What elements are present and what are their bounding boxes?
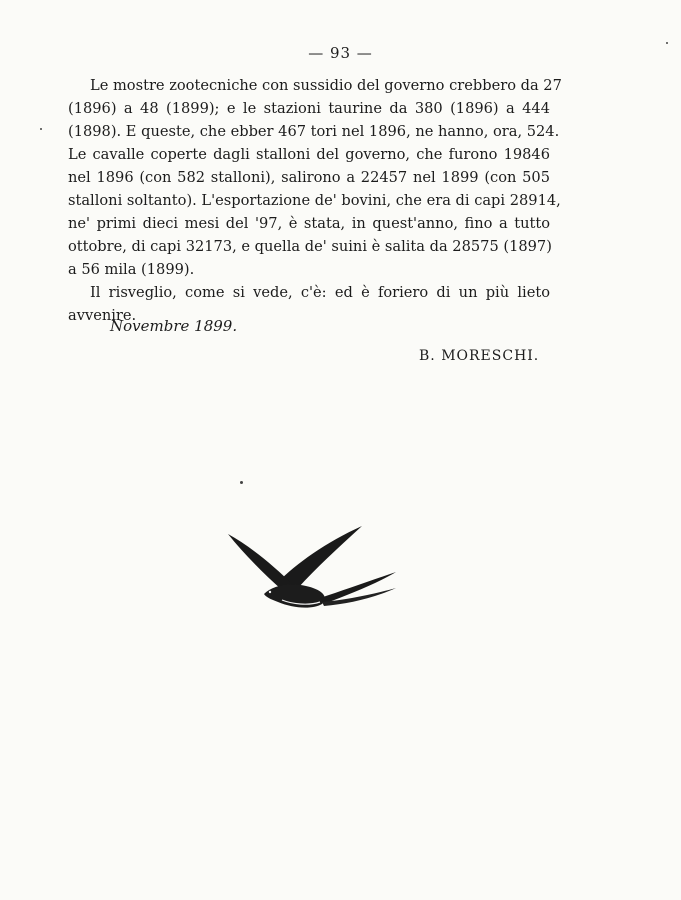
swallow-ornament (226, 524, 398, 616)
text-line: Il risveglio, come si vede, c'è: ed è foriero di un più lieto (90, 284, 550, 301)
text-line: Le mostre zootecniche con sussidio del governo crebbero da 27 (90, 77, 562, 94)
print-speck (666, 42, 668, 44)
print-speck (240, 481, 243, 484)
text-line: ne' primi dieci mesi del '97, è stata, in quest'anno, fino a tutto (68, 215, 550, 232)
date-line: Novembre 1899. (110, 317, 238, 335)
text-line: stalloni soltanto). L'esportazione de' bovini, che era di capi 28914, (68, 192, 561, 209)
text-line: a 56 mila (1899). (68, 261, 195, 278)
text-line: (1896) a 48 (1899); e le stazioni taurine da 380 (1896) a 444 (68, 100, 550, 117)
text-line: ottobre, di capi 32173, e quella de' suini è salita da 28575 (1897) (68, 238, 552, 255)
swallow-upper-wing (278, 526, 362, 588)
text-line: avvenire. (68, 307, 137, 324)
paragraph-statistics (68, 74, 562, 281)
page-number: — 93 — (308, 44, 373, 62)
swallow-lower-wing (228, 534, 292, 590)
swallow-body (264, 584, 325, 607)
print-speck (40, 128, 42, 130)
text-line: (1898). E queste, che ebber 467 tori nel 1896, ne hanno, ora, 524. (68, 123, 560, 140)
text-line: Le cavalle coperte dagli stalloni del governo, che furono 19846 (68, 146, 550, 163)
text-line: nel 1896 (con 582 stalloni), salirono a 22457 nel 1899 (con 505 (68, 169, 550, 186)
author-signature: B. MORESCHI. (419, 348, 540, 364)
swallow-eye (269, 591, 271, 593)
body-text (68, 74, 562, 327)
